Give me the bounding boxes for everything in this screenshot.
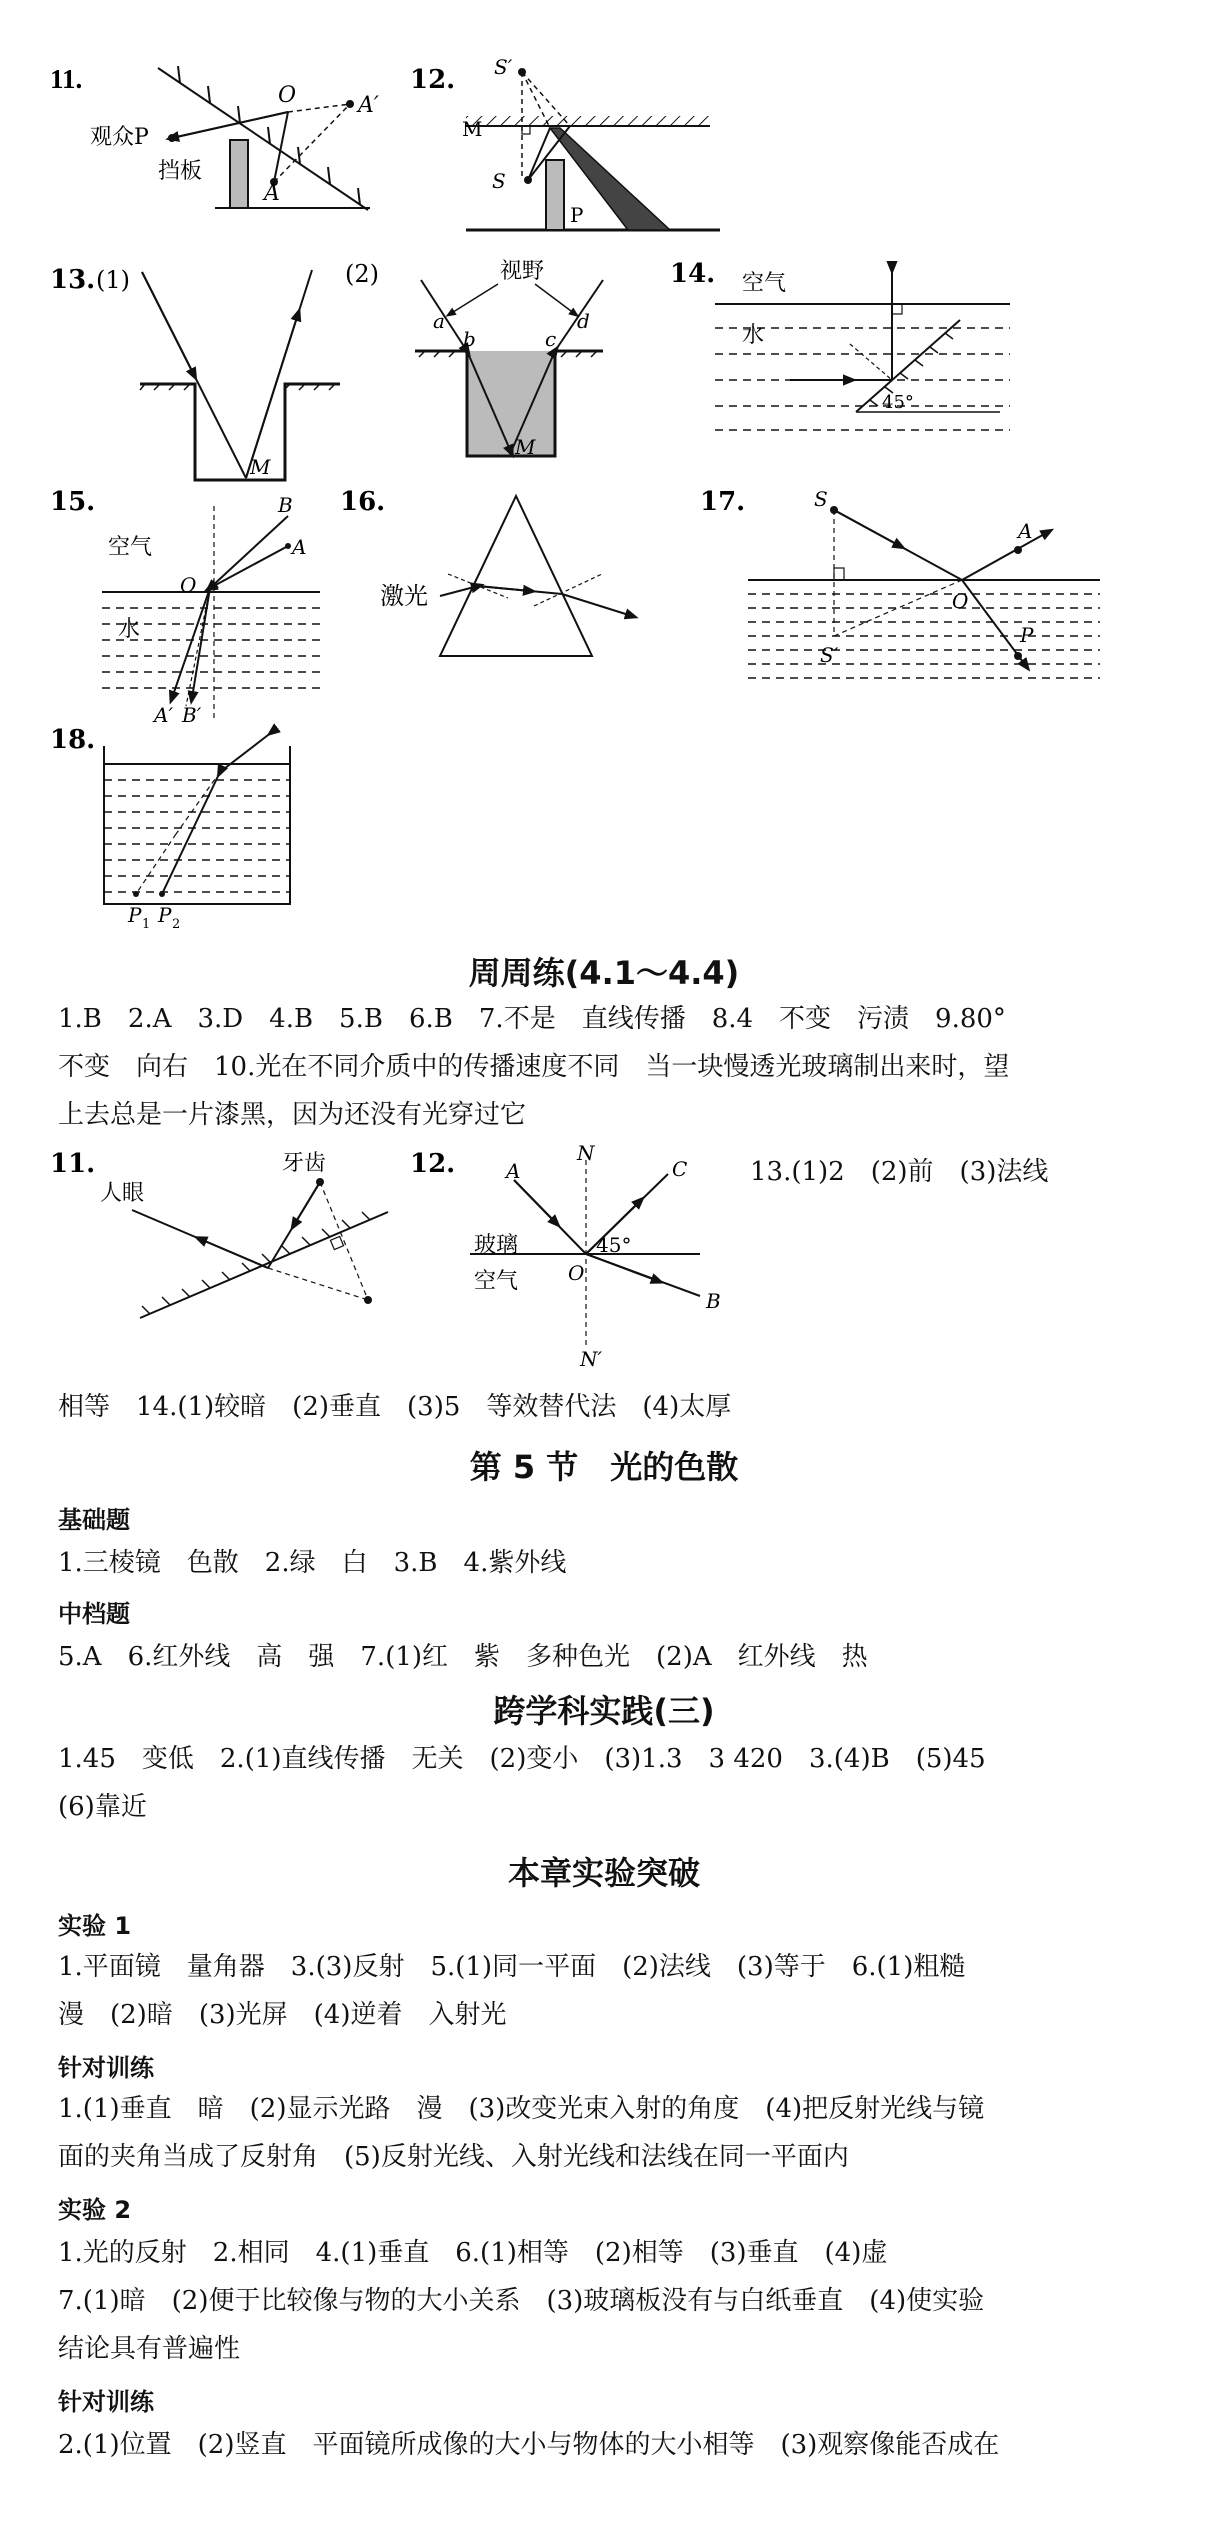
svg-text:12.: 12. <box>410 1149 456 1179</box>
weekly-line-1: 1.B 2.A 3.D 4.B 5.B 6.B 7.不是 直线传播 8.4 不变 污渍 9.80° <box>58 1004 1006 1034</box>
svg-text:空气: 空气 <box>742 271 787 296</box>
cross-line-2: (6)靠近 <box>58 1792 147 1822</box>
exp1-heading: 实验 1 <box>58 1912 132 1940</box>
svg-text:观众P: 观众P <box>90 125 149 150</box>
svg-text:S: S <box>492 169 506 193</box>
basic-line: 1.三棱镜 色散 2.绿 白 3.B 4.紫外线 <box>58 1548 567 1578</box>
figure-17 <box>700 486 1120 716</box>
figure-15 <box>50 486 330 726</box>
svg-text:O: O <box>180 573 197 597</box>
svg-text:O: O <box>568 1261 585 1285</box>
svg-text:B: B <box>706 1289 721 1313</box>
weekly-figure-11 <box>50 1140 410 1330</box>
svg-text:激光: 激光 <box>380 582 428 610</box>
exp1-line-1: 1.平面镜 量角器 3.(3)反射 5.(1)同一平面 (2)法线 (3)等于 6.(1)粗糙 <box>58 1952 966 1982</box>
svg-text:O: O <box>952 589 969 613</box>
svg-text:空气: 空气 <box>474 1269 519 1294</box>
svg-text:P: P <box>158 903 172 927</box>
svg-text:A: A <box>264 181 280 206</box>
figure-12 <box>410 55 720 240</box>
train2-heading: 针对训练 <box>58 2388 154 2416</box>
svg-text:C: C <box>672 1157 688 1181</box>
svg-text:A′: A′ <box>358 93 379 118</box>
svg-text:人眼: 人眼 <box>100 1181 145 1206</box>
svg-text:11.: 11. <box>50 64 83 94</box>
svg-text:N: N <box>577 1141 595 1165</box>
svg-text:12.: 12. <box>410 65 456 95</box>
svg-text:挡板: 挡板 <box>158 159 203 184</box>
svg-text:17.: 17. <box>700 487 746 517</box>
exp2-line-2: 7.(1)暗 (2)便于比较像与物的大小关系 (3)玻璃板没有与白纸垂直 (4)使实验 <box>58 2286 985 2316</box>
svg-text:S′: S′ <box>820 643 839 667</box>
weekly-line-2: 不变 向右 10.光在不同介质中的传播速度不同 当一块慢透光玻璃制出来时，望 <box>58 1052 1010 1082</box>
svg-text:A: A <box>292 535 307 559</box>
svg-text:14.: 14. <box>670 259 716 289</box>
svg-text:N′: N′ <box>580 1347 603 1371</box>
basic-heading: 基础题 <box>58 1506 130 1534</box>
svg-text:16.: 16. <box>340 487 386 517</box>
svg-text:B: B <box>278 493 293 517</box>
figure-14 <box>670 258 1020 448</box>
svg-text:水: 水 <box>118 617 141 642</box>
train1-line-1: 1.(1)垂直 暗 (2)显示光路 漫 (3)改变光束入射的角度 (4)把反射光线与镜 <box>58 2094 985 2124</box>
svg-text:1: 1 <box>142 917 151 932</box>
svg-text:A: A <box>1018 519 1033 543</box>
svg-text:13.: 13. <box>50 265 96 295</box>
svg-text:A: A <box>506 1159 521 1183</box>
svg-text:视野: 视野 <box>500 259 545 284</box>
figure-13-1 <box>50 262 340 492</box>
svg-text:45°: 45° <box>596 1233 632 1257</box>
svg-text:45°: 45° <box>882 392 914 413</box>
svg-text:c: c <box>545 327 557 351</box>
svg-text:S′: S′ <box>494 55 513 79</box>
svg-text:b: b <box>463 327 476 351</box>
weekly-title: 周周练(4.1～4.4) <box>468 954 740 992</box>
svg-text:M: M <box>462 117 483 141</box>
figure-16 <box>340 486 700 696</box>
experiments-title: 本章实验突破 <box>507 1854 700 1892</box>
train1-line-2: 面的夹角当成了反射角 (5)反射光线、入射光线和法线在同一平面内 <box>58 2142 849 2172</box>
svg-text:15.: 15. <box>50 487 96 517</box>
svg-text:(1): (1) <box>96 266 130 294</box>
mid-heading: 中档题 <box>58 1600 130 1628</box>
exp2-heading: 实验 2 <box>58 2196 132 2224</box>
svg-text:空气: 空气 <box>108 535 153 560</box>
weekly-q13: 13.(1)2 (2)前 (3)法线 <box>750 1157 1049 1187</box>
cross-line-1: 1.45 变低 2.(1)直线传播 无关 (2)变小 (3)1.3 3 420 3.(4)B (5)45 <box>58 1744 986 1774</box>
train1-heading: 针对训练 <box>58 2054 154 2082</box>
svg-text:2: 2 <box>172 917 181 932</box>
svg-text:18.: 18. <box>50 725 96 755</box>
svg-text:P: P <box>128 903 142 927</box>
svg-text:d: d <box>577 309 590 333</box>
svg-text:M: M <box>515 435 536 459</box>
svg-text:O: O <box>278 83 297 108</box>
weekly-line-3: 上去总是一片漆黑，因为还没有光穿过它 <box>58 1100 527 1130</box>
svg-text:玻璃: 玻璃 <box>474 1233 519 1258</box>
svg-text:M: M <box>250 455 271 479</box>
svg-text:A′: A′ <box>154 703 173 727</box>
svg-text:S: S <box>814 487 828 511</box>
mid-line: 5.A 6.红外线 高 强 7.(1)红 紫 多种色光 (2)A 红外线 热 <box>58 1642 868 1672</box>
svg-text:B′: B′ <box>182 703 202 727</box>
svg-text:a: a <box>433 309 445 333</box>
figure-13-2 <box>345 258 635 488</box>
weekly-last-line: 相等 14.(1)较暗 (2)垂直 (3)5 等效替代法 (4)太厚 <box>58 1392 732 1422</box>
svg-text:P: P <box>1020 623 1034 647</box>
exp1-line-2: 漫 (2)暗 (3)光屏 (4)逆着 入射光 <box>58 2000 507 2030</box>
section5-title: 第 5 节 光的色散 <box>469 1448 739 1486</box>
svg-text:牙齿: 牙齿 <box>282 1151 327 1176</box>
svg-text:(2): (2) <box>345 260 379 288</box>
svg-text:水: 水 <box>742 323 765 348</box>
cross-title: 跨学科实践(三) <box>493 1692 715 1730</box>
weekly-figure-12 <box>410 1140 740 1370</box>
exp2-line-3: 结论具有普遍性 <box>58 2334 241 2364</box>
train2-line-1: 2.(1)位置 (2)竖直 平面镜所成像的大小与物体的大小相等 (3)观察像能否成在 <box>58 2430 1000 2460</box>
figure-11 <box>50 60 380 220</box>
figure-18 <box>50 724 330 934</box>
svg-text:11.: 11. <box>50 1149 96 1179</box>
exp2-line-1: 1.光的反射 2.相同 4.(1)垂直 6.(1)相等 (2)相等 (3)垂直 (4)虚 <box>58 2238 888 2268</box>
svg-text:P: P <box>570 203 584 227</box>
